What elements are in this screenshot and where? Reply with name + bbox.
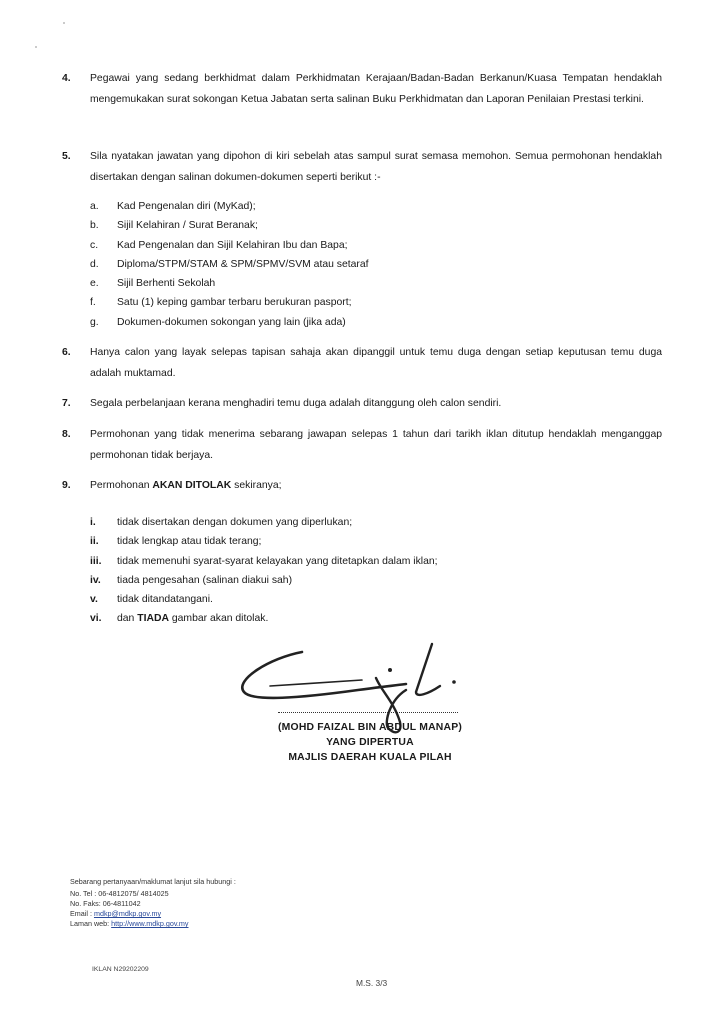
list-letter: vi. (90, 613, 102, 625)
list-text: Sijil Berhenti Sekolah (117, 278, 216, 290)
rejection-reasons-list (90, 513, 650, 629)
clause-text: Sila nyatakan jawatan yang dipohon di kiri sebelah atas sampul surat semasa memohon. Semua permohonan hendaklah disertakan dengan salinan dokumen-dokumen seperti berikut :- (90, 151, 662, 183)
list-text: Dokumen-dokumen sokongan yang lain (jika ada) (117, 316, 346, 328)
contact-tel: No. Tel : 06-4812075/ 4814025 (70, 889, 169, 898)
list-letter: c. (90, 239, 99, 251)
list-letter: iii. (90, 555, 102, 567)
list-text-start: dan (117, 613, 138, 625)
list-item (90, 571, 650, 590)
advertisement-reference: IKLAN N29202209 (92, 966, 149, 973)
email-label: Email : (70, 909, 92, 918)
list-text-emphasis: TIADA (137, 613, 169, 625)
clause-number: 6. (62, 347, 71, 358)
clause-text (90, 475, 662, 496)
website-link[interactable]: http://www.mdkp.gov.my (111, 919, 189, 928)
clause-6 (62, 342, 662, 384)
web-label: Laman web: (70, 919, 110, 928)
clause-text: Segala perbelanjaan kerana menghadiri temu duga adalah ditanggung oleh calon sendiri. (90, 398, 502, 409)
clause-5 (62, 146, 662, 188)
page-number: M.S. 3/3 (356, 978, 388, 988)
list-text: tidak memenuhi syarat-syarat kelayakan yang ditetapkan dalam iklan; (117, 555, 438, 567)
list-text: tidak ditandatangani. (117, 594, 213, 606)
scan-speck (35, 46, 37, 48)
list-letter: f. (90, 297, 96, 309)
list-item (90, 590, 650, 609)
contact-intro: Sebarang pertanyaan/maklumat lanjut sila hubungi : (70, 877, 236, 886)
list-text: tidak disertakan dengan dokumen yang diperlukan; (117, 517, 353, 528)
list-letter: v. (90, 594, 98, 606)
list-item (90, 216, 650, 235)
scan-speck (63, 22, 65, 24)
list-item (90, 532, 650, 551)
contact-info (70, 877, 236, 929)
clause-number: 9. (62, 480, 71, 491)
list-letter: e. (90, 278, 99, 290)
list-text: tidak lengkap atau tidak terang; (117, 536, 262, 548)
clause-number: 7. (62, 398, 71, 409)
list-text: Kad Pengenalan dan Sijil Kelahiran Ibu dan Bapa; (117, 239, 348, 251)
list-item (90, 293, 650, 312)
signatory-name: (MOHD FAIZAL BIN ABDUL MANAP) (278, 722, 462, 733)
contact-email-row (70, 909, 236, 919)
list-item (90, 609, 650, 628)
clause-7 (62, 393, 662, 414)
contact-web-row (70, 919, 236, 929)
list-letter: d. (90, 258, 99, 270)
list-text: tiada pengesahan (salinan diakui sah) (117, 574, 293, 586)
list-text (117, 609, 268, 628)
list-text-end: gambar akan ditolak. (168, 613, 269, 625)
list-letter: a. (90, 201, 99, 212)
clause-number: 4. (62, 73, 71, 84)
list-letter: i. (90, 517, 96, 528)
list-item (90, 197, 650, 216)
signature-line (278, 712, 458, 713)
list-letter: g. (90, 316, 99, 328)
clause-9 (62, 475, 662, 496)
list-item (90, 274, 650, 293)
clause-4 (62, 68, 662, 110)
list-text: Diploma/STPM/STAM & SPM/SPMV/SVM atau setaraf (117, 258, 369, 270)
list-item (90, 552, 650, 571)
list-text: Kad Pengenalan diri (MyKad); (117, 201, 256, 212)
clause-text-start: Permohonan (90, 480, 153, 491)
list-text: Sijil Kelahiran / Surat Beranak; (117, 220, 258, 232)
list-letter: iv. (90, 574, 101, 586)
list-item (90, 313, 650, 332)
clause-text: Pegawai yang sedang berkhidmat dalam Perkhidmatan Kerajaan/Badan-Badan Berkanun/Kuasa Tempatan hendaklah mengemukakan surat sokongan Ketua Jabatan serta salinan Buku Perkhidmatan dan Laporan Penilaian Prestasi terkini. (90, 73, 662, 105)
list-text: Satu (1) keping gambar terbaru berukuran pasport; (117, 297, 352, 309)
clause-text: Permohonan yang tidak menerima sebarang jawapan selepas 1 tahun dari tarikh iklan ditutup hendaklah menganggap permohonan tidak berjaya. (90, 429, 662, 461)
clause-number: 8. (62, 429, 71, 440)
clause-text-end: sekiranya; (231, 480, 282, 491)
clause-text-emphasis: AKAN DITOLAK (152, 480, 232, 491)
clause-8 (62, 424, 662, 466)
list-letter: ii. (90, 536, 99, 548)
required-documents-list (90, 197, 650, 332)
list-item (90, 513, 650, 532)
signatory-organization: MAJLIS DAERAH KUALA PILAH (288, 752, 452, 763)
contact-fax: No. Faks: 06-4811042 (70, 899, 141, 908)
list-letter: b. (90, 220, 99, 232)
list-item (90, 255, 650, 274)
signature-block (240, 640, 500, 770)
email-link[interactable]: mdkp@mdkp.gov.my (93, 909, 162, 918)
signatory-title: YANG DIPERTUA (326, 737, 414, 748)
clause-text: Hanya calon yang layak selepas tapisan sahaja akan dipanggil untuk temu duga dengan setiap keputusan temu duga adalah muktamad. (90, 347, 662, 379)
list-item (90, 236, 650, 255)
clause-number: 5. (62, 151, 71, 162)
